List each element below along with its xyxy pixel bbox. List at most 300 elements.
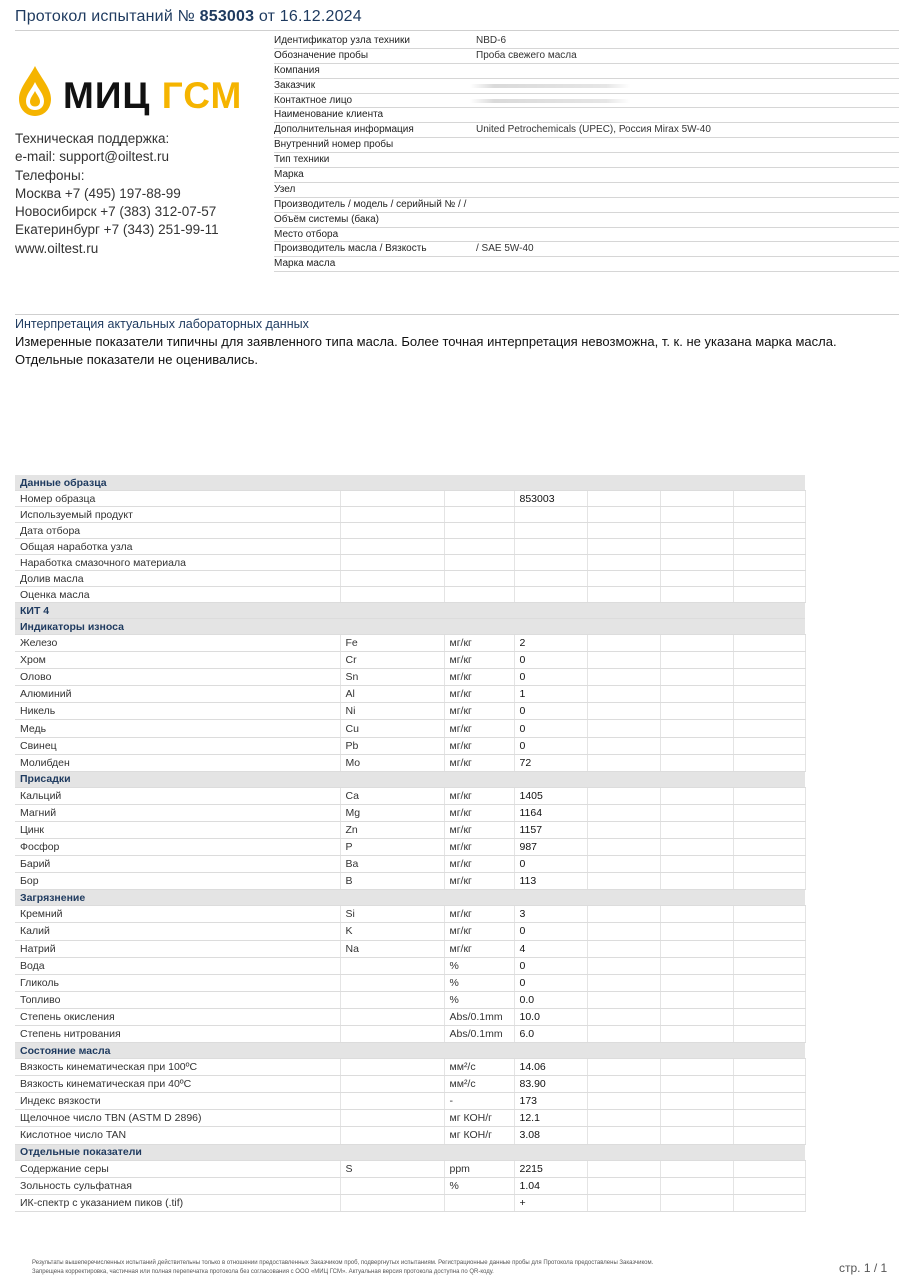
- empty-cell: [660, 787, 733, 804]
- table-row: [15, 1177, 805, 1194]
- empty-cell: [587, 906, 660, 923]
- param-name: Алюминий: [15, 686, 340, 703]
- table-row: [15, 491, 805, 507]
- empty-cell: [733, 507, 805, 523]
- table-row: [15, 873, 805, 890]
- empty-cell: [587, 1025, 660, 1042]
- empty-cell: [587, 523, 660, 539]
- empty-cell: [660, 686, 733, 703]
- info-row: [274, 213, 899, 228]
- info-label: Узел: [274, 183, 296, 195]
- result-value: [514, 539, 587, 555]
- result-value: 987: [514, 839, 587, 856]
- unit: мг/кг: [444, 923, 514, 940]
- result-value: 0: [514, 737, 587, 754]
- param-name: Степень окисления: [15, 1008, 340, 1025]
- table-row: [15, 1160, 805, 1177]
- section-header-row: [15, 1043, 805, 1059]
- param-name: Щелочное число TBN (ASTM D 2896): [15, 1110, 340, 1127]
- section-header-row: [15, 890, 805, 906]
- element-symbol: Fe: [340, 635, 444, 652]
- result-value: 1: [514, 686, 587, 703]
- unit: мг/кг: [444, 686, 514, 703]
- param-name: ИК-спектр с указанием пиков (.tif): [15, 1194, 340, 1211]
- unit: [444, 571, 514, 587]
- section-title: Загрязнение: [15, 890, 805, 906]
- empty-cell: [733, 491, 805, 507]
- element-symbol: Si: [340, 906, 444, 923]
- empty-cell: [587, 1177, 660, 1194]
- page-number: стр. 1 / 1: [839, 1261, 888, 1275]
- empty-cell: [733, 957, 805, 974]
- logo-gsm: ГСМ: [161, 75, 243, 116]
- empty-cell: [733, 821, 805, 838]
- table-row: [15, 1093, 805, 1110]
- info-row: [274, 64, 899, 79]
- param-name: Никель: [15, 703, 340, 720]
- empty-cell: [587, 957, 660, 974]
- param-name: Калий: [15, 923, 340, 940]
- empty-cell: [587, 1127, 660, 1144]
- section-title: КИТ 4: [15, 603, 805, 619]
- element-symbol: [340, 1008, 444, 1025]
- param-name: Медь: [15, 720, 340, 737]
- info-label: Компания: [274, 64, 320, 76]
- table-row: [15, 787, 805, 804]
- empty-cell: [587, 669, 660, 686]
- element-symbol: P: [340, 839, 444, 856]
- table-row: [15, 1127, 805, 1144]
- table-row: [15, 686, 805, 703]
- section-header-row: [15, 475, 805, 491]
- param-name: Оценка масла: [15, 587, 340, 603]
- contact-line: Техническая поддержка:: [15, 131, 170, 146]
- empty-cell: [660, 821, 733, 838]
- unit: мг/кг: [444, 873, 514, 890]
- section-divider: [15, 314, 899, 315]
- oil-drop-icon: [16, 64, 54, 118]
- table-row: [15, 991, 805, 1008]
- info-label: Марка масла: [274, 258, 336, 270]
- table-row: [15, 720, 805, 737]
- empty-cell: [587, 839, 660, 856]
- info-row: [274, 183, 899, 198]
- info-label: Дополнительная информация: [274, 124, 414, 136]
- empty-cell: [587, 587, 660, 603]
- empty-cell: [660, 1177, 733, 1194]
- unit: мг/кг: [444, 821, 514, 838]
- param-name: Железо: [15, 635, 340, 652]
- param-name: Вода: [15, 957, 340, 974]
- empty-cell: [660, 1160, 733, 1177]
- empty-cell: [660, 1076, 733, 1093]
- unit: мм²/с: [444, 1059, 514, 1076]
- info-row: [274, 198, 899, 213]
- empty-cell: [733, 1110, 805, 1127]
- unit: [444, 523, 514, 539]
- table-row: [15, 539, 805, 555]
- contact-line: e-mail: support@oiltest.ru: [15, 149, 170, 165]
- empty-cell: [733, 523, 805, 539]
- result-value: 72: [514, 754, 587, 771]
- element-symbol: K: [340, 923, 444, 940]
- section-title: Отдельные показатели: [15, 1144, 805, 1160]
- result-value: 14.06: [514, 1059, 587, 1076]
- empty-cell: [733, 1093, 805, 1110]
- empty-cell: [587, 821, 660, 838]
- element-symbol: [340, 1194, 444, 1211]
- empty-cell: [660, 720, 733, 737]
- table-row: [15, 1110, 805, 1127]
- param-name: Молибден: [15, 754, 340, 771]
- unit: [444, 491, 514, 507]
- table-row: [15, 1025, 805, 1042]
- unit: Abs/0.1mm: [444, 1008, 514, 1025]
- result-value: 0: [514, 703, 587, 720]
- title-prefix: Протокол испытаний №: [15, 8, 195, 25]
- param-name: Вязкость кинематическая при 100ºC: [15, 1059, 340, 1076]
- info-row: [274, 123, 899, 138]
- element-symbol: [340, 1093, 444, 1110]
- info-label: Марка: [274, 169, 304, 181]
- table-row: [15, 957, 805, 974]
- unit: [444, 539, 514, 555]
- empty-cell: [587, 652, 660, 669]
- empty-cell: [660, 856, 733, 873]
- result-value: 2215: [514, 1160, 587, 1177]
- interpretation-text: Измеренные показатели типичны для заявленного типа масла. Более точная интерпретация невозможна, т. к. не указана марка масла. Отдельные показатели не оценивались.: [15, 334, 837, 367]
- result-value: 0: [514, 856, 587, 873]
- result-value: 2: [514, 635, 587, 652]
- empty-cell: [587, 873, 660, 890]
- unit: мг/кг: [444, 856, 514, 873]
- info-row: [274, 153, 899, 168]
- info-row: [274, 108, 899, 123]
- info-label: Обозначение пробы: [274, 49, 369, 61]
- empty-cell: [660, 491, 733, 507]
- table-row: [15, 754, 805, 771]
- empty-cell: [587, 1059, 660, 1076]
- element-symbol: Cu: [340, 720, 444, 737]
- empty-cell: [587, 1194, 660, 1211]
- param-name: Цинк: [15, 821, 340, 838]
- info-row: [274, 257, 899, 272]
- table-row: [15, 974, 805, 991]
- unit: %: [444, 1177, 514, 1194]
- param-name: Используемый продукт: [15, 507, 340, 523]
- info-label: Производитель / модель / серийный № / /: [274, 198, 467, 210]
- element-symbol: [340, 957, 444, 974]
- empty-cell: [660, 507, 733, 523]
- empty-cell: [660, 940, 733, 957]
- section-header-row: [15, 619, 805, 635]
- empty-cell: [587, 991, 660, 1008]
- empty-cell: [587, 686, 660, 703]
- element-symbol: [340, 1059, 444, 1076]
- info-row: [274, 49, 899, 64]
- info-row: [274, 228, 899, 243]
- result-value: [514, 523, 587, 539]
- result-value: [514, 587, 587, 603]
- empty-cell: [733, 923, 805, 940]
- result-value: 0: [514, 923, 587, 940]
- table-row: [15, 804, 805, 821]
- result-value: 1157: [514, 821, 587, 838]
- table-row: [15, 555, 805, 571]
- empty-cell: [660, 652, 733, 669]
- info-label: Заказчик: [274, 79, 316, 91]
- protocol-date: от 16.12.2024: [258, 8, 362, 25]
- empty-cell: [660, 839, 733, 856]
- unit: мг/кг: [444, 720, 514, 737]
- element-symbol: [340, 571, 444, 587]
- param-name: Общая наработка узла: [15, 539, 340, 555]
- empty-cell: [660, 737, 733, 754]
- table-row: [15, 906, 805, 923]
- unit: %: [444, 974, 514, 991]
- empty-cell: [733, 873, 805, 890]
- result-value: 4: [514, 940, 587, 957]
- result-value: [514, 571, 587, 587]
- empty-cell: [660, 957, 733, 974]
- unit: мм²/с: [444, 1076, 514, 1093]
- unit: мг/кг: [444, 737, 514, 754]
- unit: ppm: [444, 1160, 514, 1177]
- empty-cell: [733, 720, 805, 737]
- unit: мг/кг: [444, 804, 514, 821]
- element-symbol: Mo: [340, 754, 444, 771]
- result-value: 12.1: [514, 1110, 587, 1127]
- table-row: [15, 821, 805, 838]
- footer-line-1: Результаты вышеперечисленных испытаний действительны только в отношении предоставленных Заказчиком проб, подвергнутых испытаниям. Регистрационные данные пробы для Протокола предоставлены Заказчиком.: [32, 1260, 654, 1266]
- empty-cell: [587, 635, 660, 652]
- empty-cell: [660, 1059, 733, 1076]
- result-value: [514, 507, 587, 523]
- empty-cell: [733, 1008, 805, 1025]
- element-symbol: B: [340, 873, 444, 890]
- empty-cell: [660, 1127, 733, 1144]
- empty-cell: [587, 1160, 660, 1177]
- empty-cell: [733, 1025, 805, 1042]
- empty-cell: [587, 787, 660, 804]
- empty-cell: [733, 1059, 805, 1076]
- empty-cell: [587, 856, 660, 873]
- info-row: [274, 79, 899, 94]
- logo-text: [63, 75, 242, 117]
- contact-line: Екатеринбург +7 (343) 251-99-11: [15, 222, 219, 238]
- empty-cell: [587, 555, 660, 571]
- empty-cell: [660, 1008, 733, 1025]
- empty-cell: [733, 703, 805, 720]
- table-row: [15, 571, 805, 587]
- element-symbol: S: [340, 1160, 444, 1177]
- empty-cell: [733, 587, 805, 603]
- empty-cell: [733, 974, 805, 991]
- result-value: 3.08: [514, 1127, 587, 1144]
- param-name: Топливо: [15, 991, 340, 1008]
- table-row: [15, 652, 805, 669]
- empty-cell: [660, 873, 733, 890]
- empty-cell: [660, 923, 733, 940]
- empty-cell: [587, 923, 660, 940]
- param-name: Бор: [15, 873, 340, 890]
- result-value: +: [514, 1194, 587, 1211]
- table-row: [15, 940, 805, 957]
- result-value: 1164: [514, 804, 587, 821]
- empty-cell: [733, 940, 805, 957]
- section-title: Состояние масла: [15, 1043, 805, 1059]
- element-symbol: Sn: [340, 669, 444, 686]
- element-symbol: [340, 1127, 444, 1144]
- empty-cell: [733, 669, 805, 686]
- empty-cell: [587, 737, 660, 754]
- contact-line: Новосибирск +7 (383) 312-07-57: [15, 204, 217, 220]
- param-name: Наработка смазочного материала: [15, 555, 340, 571]
- empty-cell: [733, 1076, 805, 1093]
- empty-cell: [733, 635, 805, 652]
- unit: мг/кг: [444, 754, 514, 771]
- element-symbol: [340, 1110, 444, 1127]
- table-row: [15, 1194, 805, 1211]
- empty-cell: [660, 571, 733, 587]
- empty-cell: [660, 555, 733, 571]
- result-value: 0: [514, 974, 587, 991]
- param-name: Гликоль: [15, 974, 340, 991]
- empty-cell: [660, 539, 733, 555]
- element-symbol: Al: [340, 686, 444, 703]
- element-symbol: [340, 1177, 444, 1194]
- empty-cell: [587, 491, 660, 507]
- unit: [444, 587, 514, 603]
- unit: мг КОН/г: [444, 1127, 514, 1144]
- element-symbol: Pb: [340, 737, 444, 754]
- empty-cell: [733, 1160, 805, 1177]
- info-value: / SAE 5W-40: [476, 243, 534, 255]
- result-value: 1405: [514, 787, 587, 804]
- logo-mic: МИЦ: [63, 75, 151, 116]
- result-value: 0.0: [514, 991, 587, 1008]
- param-name: Кремний: [15, 906, 340, 923]
- info-label: Производитель масла / Вязкость: [274, 243, 427, 255]
- unit: [444, 507, 514, 523]
- param-name: Хром: [15, 652, 340, 669]
- info-label: Внутренний номер пробы: [274, 139, 394, 151]
- info-label: Наименование клиента: [274, 109, 384, 121]
- empty-cell: [733, 571, 805, 587]
- result-value: 0: [514, 669, 587, 686]
- protocol-number: 853003: [199, 8, 255, 25]
- table-row: [15, 923, 805, 940]
- param-name: Долив масла: [15, 571, 340, 587]
- unit: мг/кг: [444, 652, 514, 669]
- empty-cell: [660, 906, 733, 923]
- param-name: Кальций: [15, 787, 340, 804]
- element-symbol: Ba: [340, 856, 444, 873]
- redacted-value: [470, 84, 630, 88]
- table-row: [15, 1008, 805, 1025]
- section-title: Индикаторы износа: [15, 619, 805, 635]
- empty-cell: [587, 974, 660, 991]
- element-symbol: [340, 523, 444, 539]
- unit: мг/кг: [444, 940, 514, 957]
- empty-cell: [660, 1194, 733, 1211]
- element-symbol: Zn: [340, 821, 444, 838]
- param-name: Индекс вязкости: [15, 1093, 340, 1110]
- table-row: [15, 635, 805, 652]
- unit: мг/кг: [444, 669, 514, 686]
- empty-cell: [587, 571, 660, 587]
- empty-cell: [660, 587, 733, 603]
- empty-cell: [733, 652, 805, 669]
- table-row: [15, 703, 805, 720]
- info-value: United Petrochemicals (UPEC), Россия Mirax 5W-40: [476, 124, 711, 136]
- results-table: [15, 475, 806, 1212]
- param-name: Барий: [15, 856, 340, 873]
- redacted-value: [470, 99, 630, 103]
- empty-cell: [733, 1177, 805, 1194]
- param-name: Вязкость кинематическая при 40ºC: [15, 1076, 340, 1093]
- element-symbol: [340, 991, 444, 1008]
- result-value: 3: [514, 906, 587, 923]
- table-row: [15, 856, 805, 873]
- section-header-row: [15, 603, 805, 619]
- empty-cell: [587, 804, 660, 821]
- element-symbol: [340, 555, 444, 571]
- contacts-block: [15, 130, 219, 258]
- empty-cell: [733, 539, 805, 555]
- info-row: [274, 34, 899, 49]
- unit: мг/кг: [444, 787, 514, 804]
- empty-cell: [587, 720, 660, 737]
- table-row: [15, 669, 805, 686]
- empty-cell: [587, 940, 660, 957]
- param-name: Зольность сульфатная: [15, 1177, 340, 1194]
- empty-cell: [660, 754, 733, 771]
- element-symbol: [340, 491, 444, 507]
- contact-line: Телефоны:: [15, 167, 85, 183]
- empty-cell: [733, 856, 805, 873]
- empty-cell: [660, 703, 733, 720]
- unit: %: [444, 991, 514, 1008]
- param-name: Содержание серы: [15, 1160, 340, 1177]
- empty-cell: [733, 804, 805, 821]
- unit: мг/кг: [444, 906, 514, 923]
- info-row: [274, 138, 899, 153]
- param-name: Фосфор: [15, 839, 340, 856]
- result-value: 0: [514, 652, 587, 669]
- contact-line: Москва +7 (495) 197-88-99: [15, 185, 181, 201]
- empty-cell: [660, 991, 733, 1008]
- info-value: NBD-6: [476, 35, 507, 46]
- unit: мг/кг: [444, 703, 514, 720]
- element-symbol: Ni: [340, 703, 444, 720]
- result-value: 853003: [514, 491, 587, 507]
- element-symbol: [340, 974, 444, 991]
- result-value: 6.0: [514, 1025, 587, 1042]
- footer-line-2: Запрещена корректировка, частичная или полная перепечатка протокола без согласования с ООО «МИЦ ГСМ». Актуальная версия протокола доступна по QR-коду.: [32, 1269, 494, 1275]
- element-symbol: [340, 587, 444, 603]
- interpretation-heading: Интерпретация актуальных лабораторных данных: [15, 317, 309, 331]
- empty-cell: [587, 539, 660, 555]
- unit: мг КОН/г: [444, 1110, 514, 1127]
- param-name: Кислотное число TAN: [15, 1127, 340, 1144]
- table-row: [15, 523, 805, 539]
- section-title: Данные образца: [15, 475, 805, 491]
- empty-cell: [733, 991, 805, 1008]
- section-header-row: [15, 771, 805, 787]
- unit: мг/кг: [444, 839, 514, 856]
- empty-cell: [733, 737, 805, 754]
